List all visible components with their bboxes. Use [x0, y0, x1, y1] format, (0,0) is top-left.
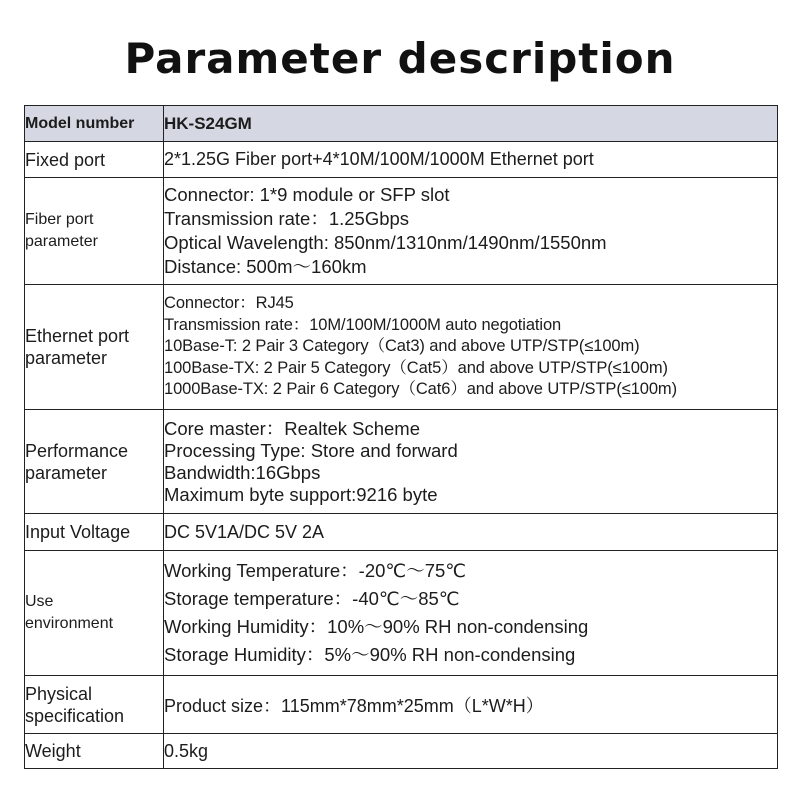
fixed-port-label: Fixed port — [25, 142, 164, 178]
fiber-optical-wavelength: Optical Wavelength: 850nm/1310nm/1490nm/1550nm — [164, 232, 607, 253]
page-title: Parameter description — [124, 34, 676, 83]
ethernet-port-value — [164, 285, 778, 410]
input-voltage-value: DC 5V1A/DC 5V 2A — [164, 514, 778, 551]
use-environment-label-line: Use — [25, 593, 54, 610]
performance-row — [25, 410, 778, 514]
performance-label-line: Performance — [25, 440, 129, 461]
working-temperature: Working Temperature：-20℃～75℃ — [164, 560, 467, 581]
performance-processing-type: Processing Type: Store and forward — [164, 439, 458, 461]
storage-temperature: Storage temperature：-40℃～85℃ — [164, 588, 460, 609]
physical-specification-row — [25, 676, 778, 734]
performance-max-byte: Maximum byte support:9216 byte — [164, 483, 438, 505]
physical-specification-label — [25, 676, 164, 734]
fixed-port-row — [25, 142, 778, 178]
input-voltage-row — [25, 514, 778, 551]
input-voltage-label: Input Voltage — [25, 514, 164, 551]
physical-label-line: Physical — [25, 683, 93, 704]
fiber-transmission-rate: Transmission rate：1.25Gbps — [164, 208, 410, 229]
parameter-table — [24, 105, 778, 769]
ethernet-transmission-rate: Transmission rate：10M/100M/1000M auto negotiation — [164, 315, 562, 334]
fiber-distance: Distance: 500m～160km — [164, 256, 367, 277]
use-environment-label — [25, 551, 164, 676]
ethernet-connector: Connector：RJ45 — [164, 294, 294, 313]
working-humidity: Working Humidity：10%～90% RH non-condensing — [164, 616, 589, 637]
performance-label-line: parameter — [25, 462, 108, 483]
product-size-value: Product size：115mm*78mm*25mm（L*W*H） — [164, 676, 778, 734]
fiber-port-label — [25, 178, 164, 285]
ethernet-port-label-line: parameter — [25, 348, 108, 368]
table-header-row — [25, 106, 778, 142]
fiber-port-row — [25, 178, 778, 285]
ethernet-port-label — [25, 285, 164, 410]
fiber-port-label-line: Fiber port — [25, 211, 94, 228]
fiber-port-label-line: parameter — [25, 233, 98, 250]
performance-bandwidth: Bandwidth:16Gbps — [164, 461, 321, 483]
storage-humidity: Storage Humidity：5%～90% RH non-condensing — [164, 644, 576, 665]
physical-label-line: specification — [25, 705, 125, 726]
weight-value: 0.5kg — [164, 734, 778, 769]
model-number-value: HK-S24GM — [164, 106, 778, 142]
fixed-port-value: 2*1.25G Fiber port+4*10M/100M/1000M Ethernet port — [164, 142, 778, 178]
fiber-connector: Connector: 1*9 module or SFP slot — [164, 184, 450, 205]
use-environment-row — [25, 551, 778, 676]
ethernet-port-row — [25, 285, 778, 410]
fiber-port-value — [164, 178, 778, 285]
use-environment-value — [164, 551, 778, 676]
performance-label — [25, 410, 164, 514]
ethernet-1000base-tx: 1000Base-TX: 2 Pair 6 Category（Cat6）and above UTP/STP(≤100m) — [164, 380, 677, 399]
ethernet-100base-tx: 100Base-TX: 2 Pair 5 Category（Cat5）and above UTP/STP(≤100m) — [164, 358, 668, 377]
weight-label: Weight — [25, 734, 164, 769]
ethernet-port-label-line: Ethernet port — [25, 326, 130, 346]
ethernet-10base-t: 10Base-T: 2 Pair 3 Category（Cat3) and above UTP/STP(≤100m) — [164, 337, 640, 356]
performance-value — [164, 410, 778, 514]
weight-row — [25, 734, 778, 769]
model-number-label: Model number — [25, 106, 164, 142]
performance-core-master: Core master：Realtek Scheme — [164, 417, 421, 439]
use-environment-label-line: environment — [25, 615, 114, 632]
